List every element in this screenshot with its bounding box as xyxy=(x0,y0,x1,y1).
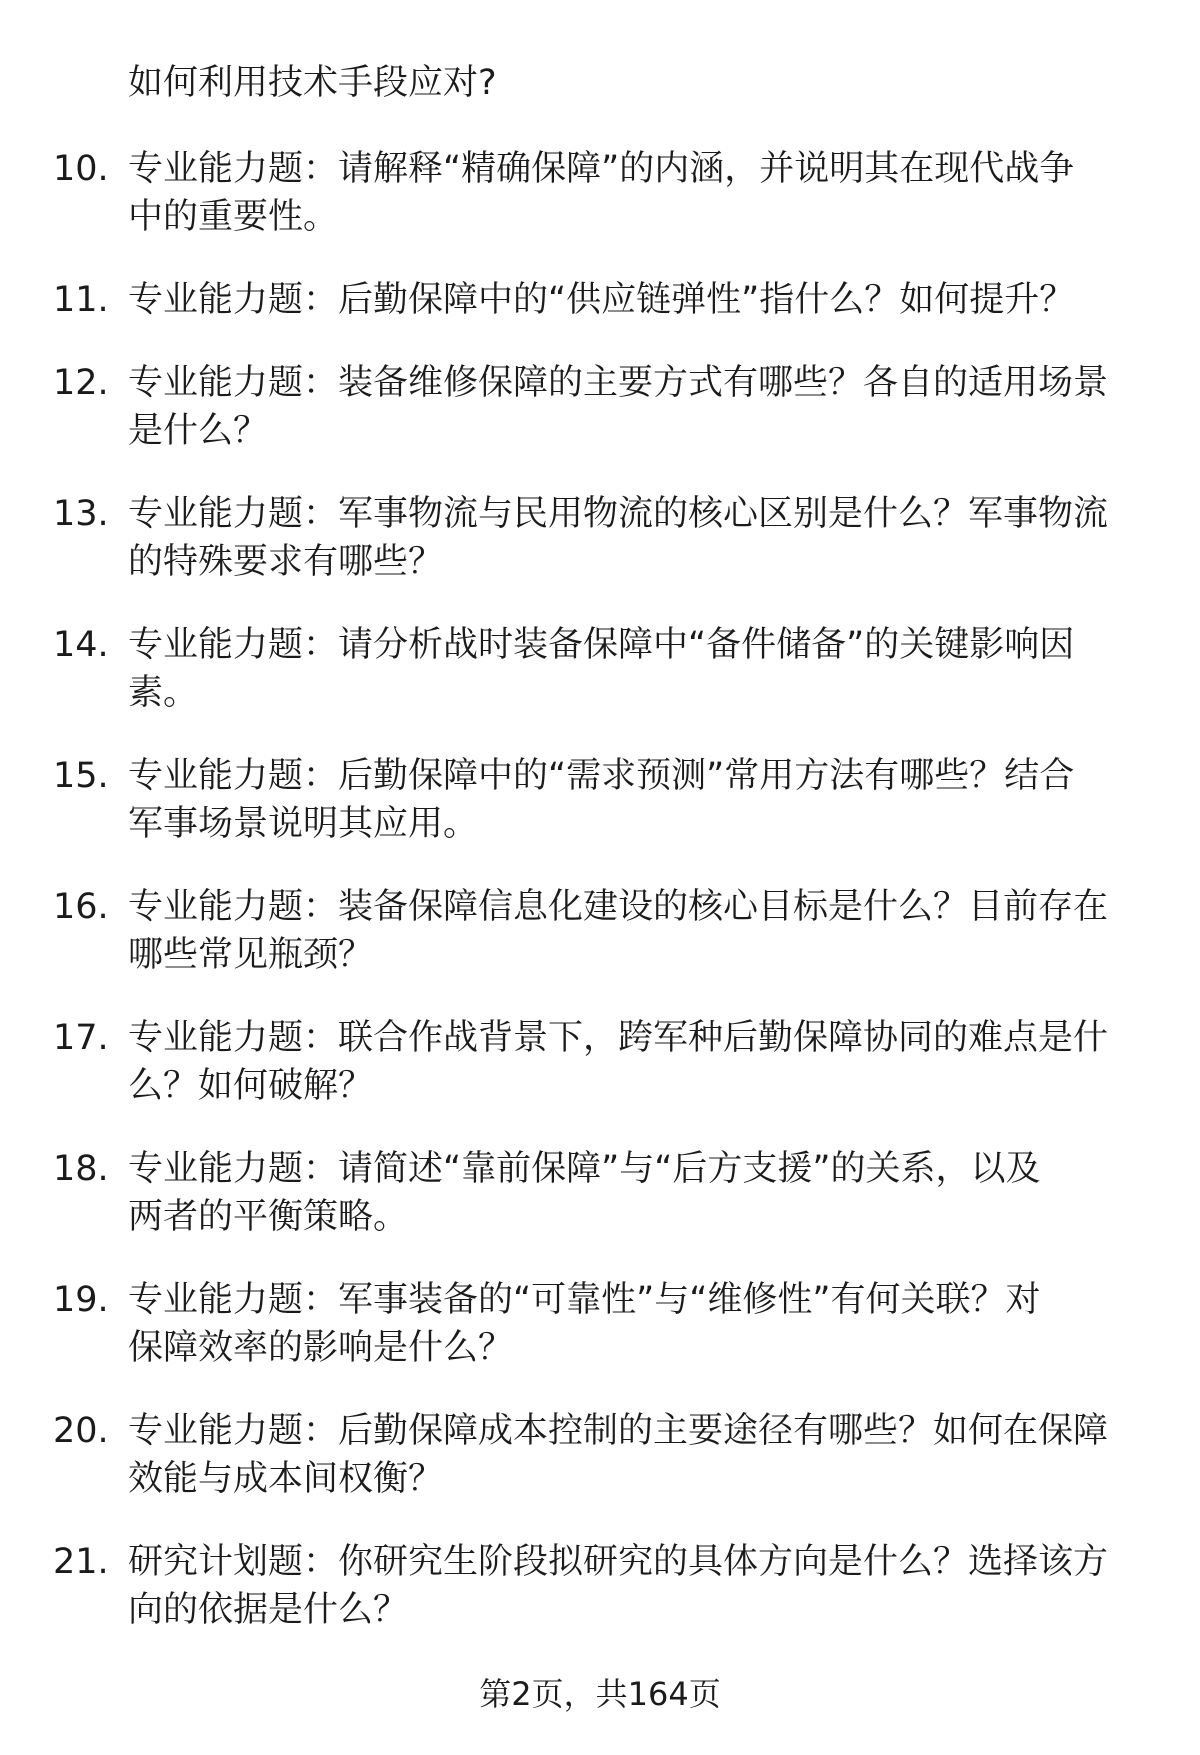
question-text-line: 专业能力题：请分析战时装备保障中“备件储备”的关键影响因 xyxy=(128,625,1075,665)
question-text-line: 研究计划题：你研究生阶段拟研究的具体方向是什么？选择该方 xyxy=(128,1542,1109,1582)
question-text-line: 专业能力题：请解释“精确保障”的内涵，并说明其在现代战争 xyxy=(128,149,1075,189)
question-text xyxy=(128,1407,1200,1503)
question-number: 20. xyxy=(53,1411,109,1451)
question-text-line: 军事场景说明其应用。 xyxy=(128,804,479,844)
question-text-line: 专业能力题：后勤保障中的“供应链弹性”指什么？如何提升？ xyxy=(128,280,1075,320)
question-number: 21. xyxy=(53,1542,109,1582)
question-text xyxy=(128,621,1200,717)
question-item xyxy=(0,1014,1200,1110)
question-number: 17. xyxy=(53,1018,109,1058)
question-text xyxy=(128,359,1200,455)
question-text-line: 中的重要性。 xyxy=(128,197,339,237)
question-item xyxy=(0,1276,1200,1372)
question-item xyxy=(0,1538,1200,1634)
question-text-line: 专业能力题：装备保障信息化建设的核心目标是什么？目前存在 xyxy=(128,887,1109,927)
question-number: 16. xyxy=(53,887,109,927)
question-item xyxy=(0,1145,1200,1241)
question-text xyxy=(128,1276,1200,1372)
question-text-line: 保障效率的影响是什么？ xyxy=(128,1328,514,1368)
question-text-line: 专业能力题：军事物流与民用物流的核心区别是什么？军事物流 xyxy=(128,494,1109,534)
question-text xyxy=(128,276,1200,324)
question-text-line: 两者的平衡策略。 xyxy=(128,1197,409,1237)
page-number-footer: 第2页，共164页 xyxy=(479,1675,721,1713)
question-text-line: 专业能力题：后勤保障成本控制的主要途径有哪些？如何在保障 xyxy=(128,1411,1109,1451)
question-number: 18. xyxy=(53,1149,109,1189)
question-text-line: 效能与成本间权衡？ xyxy=(128,1459,444,1499)
continued-question-text: 如何利用技术手段应对? xyxy=(128,63,497,103)
question-text-line: 专业能力题：联合作战背景下，跨军种后勤保障协同的难点是什 xyxy=(128,1018,1109,1058)
question-text xyxy=(128,1538,1200,1634)
question-text-line: 专业能力题：装备维修保障的主要方式有哪些？各自的适用场景 xyxy=(128,363,1109,403)
question-number: 14. xyxy=(53,625,109,665)
question-item xyxy=(0,359,1200,455)
question-text xyxy=(128,490,1200,586)
question-number: 13. xyxy=(53,494,109,534)
question-text xyxy=(128,1145,1200,1241)
question-item xyxy=(0,1407,1200,1503)
question-text-line: 是什么？ xyxy=(128,411,269,451)
question-list xyxy=(0,145,1200,1669)
question-number: 12. xyxy=(53,363,109,403)
question-number: 15. xyxy=(53,756,109,796)
question-number: 10. xyxy=(53,149,109,189)
question-item xyxy=(0,752,1200,848)
question-number: 19. xyxy=(53,1280,109,1320)
question-text-line: 么？如何破解？ xyxy=(128,1066,374,1106)
question-item xyxy=(0,490,1200,586)
question-text-line: 的特殊要求有哪些？ xyxy=(128,542,444,582)
question-text-line: 专业能力题：请简述“靠前保障”与“后方支援”的关系，以及 xyxy=(128,1149,1041,1189)
question-number: 11. xyxy=(53,280,109,320)
question-text xyxy=(128,145,1200,241)
question-text-line: 素。 xyxy=(128,673,199,713)
question-text-line: 专业能力题：后勤保障中的“需求预测”常用方法有哪些？结合 xyxy=(128,756,1075,796)
question-text xyxy=(128,752,1200,848)
question-text xyxy=(128,883,1200,979)
question-text-line: 向的依据是什么？ xyxy=(128,1590,409,1630)
question-item xyxy=(0,276,1200,324)
question-item xyxy=(0,883,1200,979)
question-item xyxy=(0,145,1200,241)
question-text-line: 专业能力题：军事装备的“可靠性”与“维修性”有何关联？对 xyxy=(128,1280,1041,1320)
question-text-line: 哪些常见瓶颈？ xyxy=(128,935,374,975)
question-item xyxy=(0,621,1200,717)
question-text xyxy=(128,1014,1200,1110)
